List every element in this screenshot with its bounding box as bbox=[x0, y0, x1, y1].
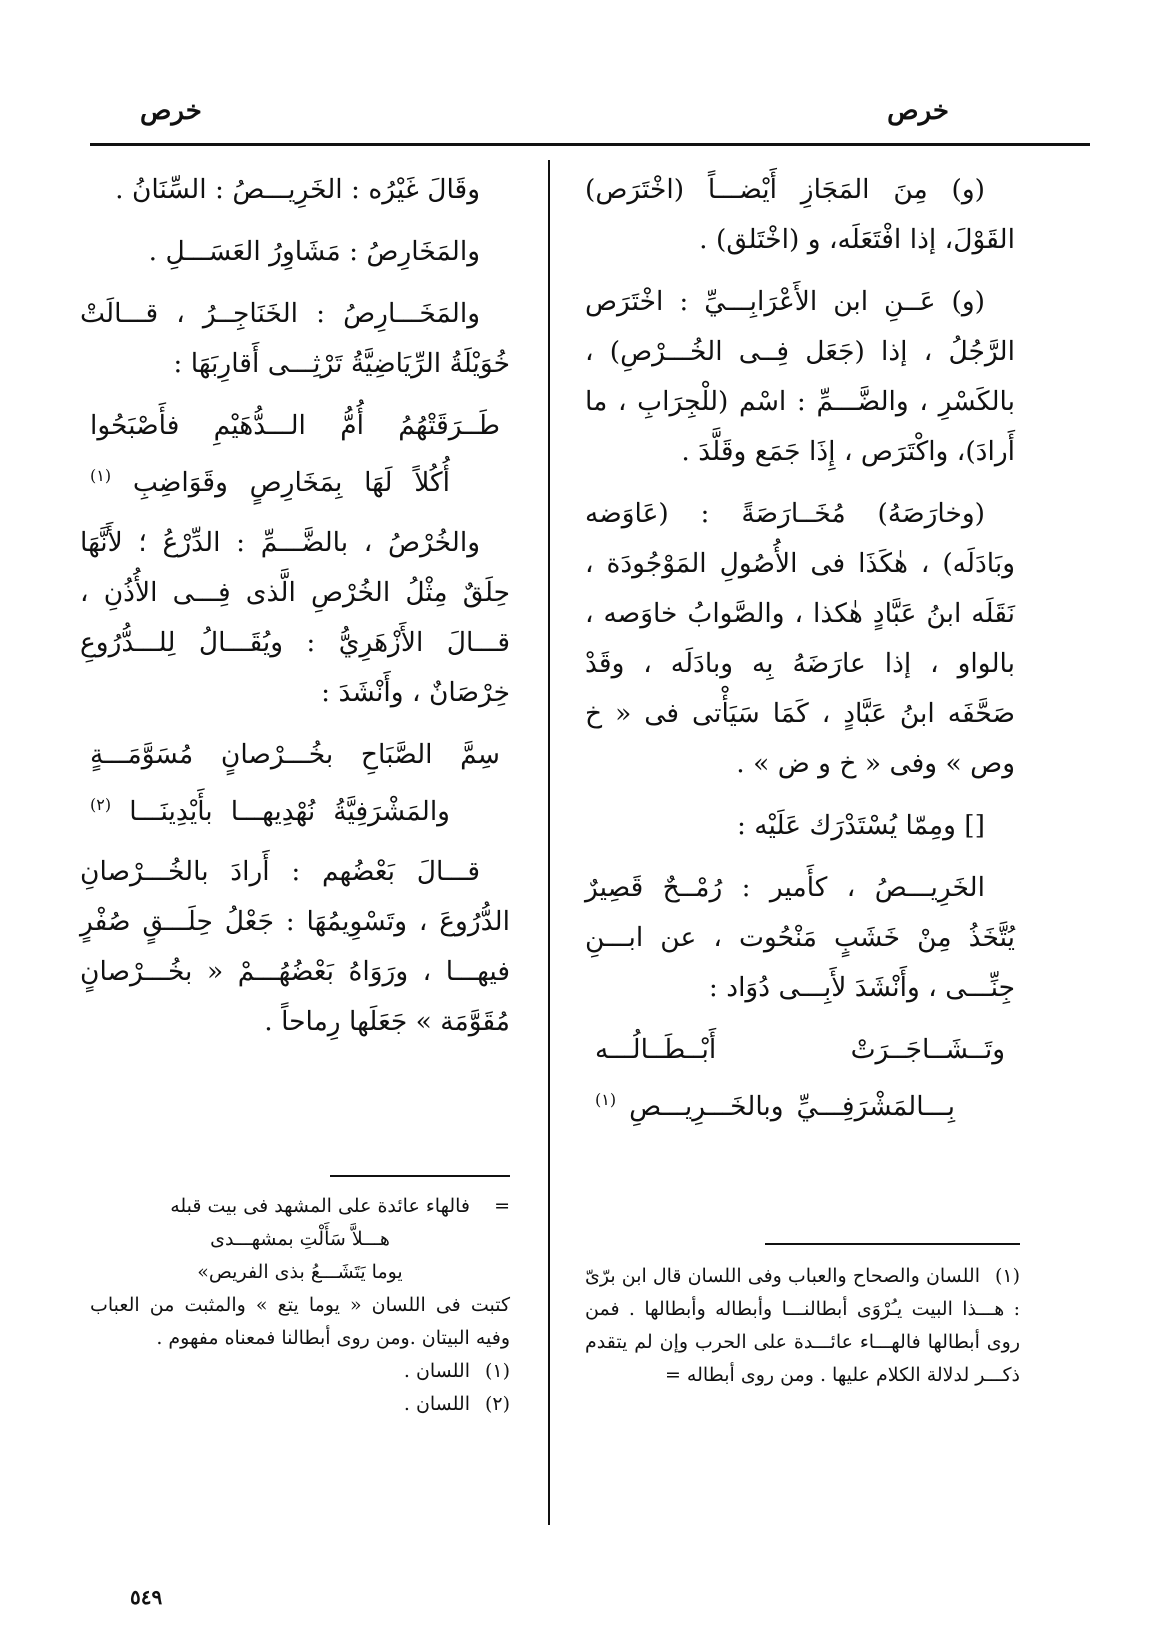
footnote-text: اللسان . bbox=[403, 1360, 470, 1382]
verse-line bbox=[80, 780, 510, 837]
verse bbox=[585, 1025, 1015, 1132]
verse bbox=[80, 730, 510, 837]
verse-line-text: أُكُلاً لَهَا بِمَخَارِصٍ وقَوَاضِبِ bbox=[132, 466, 450, 498]
left-column bbox=[80, 165, 510, 1059]
footnote-marker: (١) bbox=[484, 1360, 510, 1382]
header-rule bbox=[90, 143, 1090, 146]
footnote-rule bbox=[330, 1175, 510, 1177]
entry-paragraph: قـــالَ بَعْضُهم : أَرادَ بالخُـــرْصانِ الدُّرُوعَ ، وتَسْوِيمُهَا : جَعْلُ حِلَـــقٍ صُفْرٍ فيهـــا ، ورَوَاهُ بَعْضُهُـــمْ « بخُـــرْصانٍ مُقَوَّمَة » جَعَلَها رِماحاً . bbox=[80, 855, 510, 1037]
entry-paragraph: الخَرِيـــصُ ، كأَمير : رُمْــحٌ قَصِيرٌ يُتَّخَذُ مِنْ خَشَبٍ مَنْحُوت ، عن ابـــنِ جِنِّـــى ، وأَنْشَدَ لأَبِـــى دُوَاد : bbox=[585, 872, 1015, 1003]
entry-paragraph: (وخارَصَهُ) مُخَــارَصَةً : (عَاوَضه وبَادَلَه) ، هٰكَذَا فى الأُصُولِ المَوْجُودَة ، نَقَلَه ابنُ عَبَّادٍ هٰكذا ، والصَّوابُ خاوَصه ، بالواو ، إذا عارَضَهُ بِه وبادَلَه ، وقَدْ صَحَّفَه ابنُ عَبَّادٍ ، كَمَا سَيَأْتى فى « خ وص » وفى « خ و ض » . bbox=[585, 498, 1015, 779]
verse-line: طَــرَقَتْهُمُ أُمُّ الـــدُّهَيْمِ فأَصْبَحُوا bbox=[90, 410, 500, 441]
continuation-marker: = bbox=[494, 1195, 510, 1217]
footnote-marker: (١) bbox=[994, 1265, 1020, 1287]
supplement-heading: [] ومِمّا يُسْتَدْرَك عَلَيْه : bbox=[736, 810, 985, 841]
entry-paragraph: وقَالَ غَيْرُه : الخَرِيـــصُ : السِّنَانُ . bbox=[115, 174, 480, 205]
entry-paragraph: (و) مِنَ المَجَازِ أَيْضـــاً (اخْتَرَص) القَوْلَ، إذا افْتَعَلَه، و (اخْتَلق) . bbox=[585, 174, 1015, 255]
footnote-text: فالهاء عائدة على المشهد فى بيت قبله bbox=[170, 1195, 470, 1217]
footnote-rule bbox=[765, 1243, 1020, 1245]
right-column bbox=[585, 165, 1015, 1142]
running-head-left: خرص bbox=[140, 96, 202, 126]
entry-paragraph: والمَخَارِصُ : مَشَاوِرُ العَسَـــلِ . bbox=[148, 236, 480, 267]
footnote-verse-line: يوما يَتَشَـــعُ بذى الفريص» bbox=[197, 1261, 403, 1283]
verse-line bbox=[585, 1075, 1015, 1132]
entry-paragraph: والخُرْصُ ، بالضَّـــمِّ : الدِّرْعُ ؛ لأَنَّهَا حِلَقٌ مِثْلُ الخُرْصِ الَّذى فِـــى الأُذُنِ ، قـــالَ الأَزْهَرِيُّ : ويُقَـــالُ لِلـــدُّرُوعِ خِرْصَانٌ ، وأَنْشَدَ : bbox=[80, 526, 510, 708]
footnote-verse-line: هـــلاَّ سَأَلْتِ بمشهـــدى bbox=[210, 1228, 390, 1250]
verse-line-text: والمَشْرَفِيَّةُ نُهْدِيهـــا بأَيْدِينَـــا bbox=[129, 795, 450, 827]
verse-line: وتَــشَــاجَــرَتْ أَبْــطَــالُـــه bbox=[595, 1034, 1005, 1065]
footnote-marker: (٢) bbox=[484, 1393, 510, 1415]
footnote-text: كتبت فى اللسان « يوما يتع » والمثبت من العباب وفيه البيتان .ومن روى أبطالنا فمعناه مفهوم . bbox=[90, 1294, 510, 1349]
verse-line: سِمَّ الصَّبَاحِ بخُـــرْصانٍ مُسَوَّمَـــةٍ bbox=[90, 738, 500, 770]
footnote-text: اللسان والصحاح والعباب وفى اللسان قال ابن برّىّ : هـــذا البيت يـُرْوَى أبطالنـــا وأبطاله وأبطالها . فمن روى أبطالها فالهـــاء عائـــدة على الحرب وإن لم يتقدم ذكـــر لدلالة الكلام عليها . ومن روى أبطاله = bbox=[585, 1265, 1020, 1386]
verse bbox=[80, 401, 510, 508]
column-divider bbox=[548, 160, 550, 1525]
footnote-ref: (١) bbox=[595, 1090, 617, 1109]
entry-paragraph: (و) عَــنِ ابن الأَعْرَابِـــيِّ : اخْتَرَص الرَّجُلُ ، إذا (جَعَل فِــى الخُـــرْصِ) ، بالكَسْرِ ، والضَّـــمِّ : اسْم (للْجِرَابِ ، ما أَرادَ)، واكْتَرَص ، إِذَا جَمَع وقَلَّدَ . bbox=[585, 286, 1015, 467]
footnote bbox=[585, 1260, 1020, 1392]
footnote-continuation bbox=[90, 1190, 510, 1223]
footnotes-left bbox=[90, 1190, 510, 1421]
footnotes-right bbox=[585, 1260, 1020, 1392]
footnote bbox=[90, 1388, 510, 1421]
running-head-right: خرص bbox=[887, 96, 949, 126]
verse-line bbox=[80, 451, 510, 508]
footnote-ref: (١) bbox=[90, 466, 112, 485]
footnote bbox=[90, 1355, 510, 1388]
entry-paragraph: والمَخَـــارِصُ : الخَنَاجِــرُ ، قـــالَتْ خُوَيْلَةُ الرِّيَاضِيَّةُ تَرْثِـــى أَقارِبَهَا : bbox=[80, 298, 510, 379]
page-number: ٥٤٩ bbox=[130, 1585, 163, 1609]
footnote-text: اللسان . bbox=[403, 1393, 470, 1415]
footnote-ref: (٢) bbox=[90, 794, 112, 814]
verse-line-text: بِـــالمَشْرَفِـــيِّ وبالخَـــرِيـــصِ bbox=[629, 1090, 955, 1122]
